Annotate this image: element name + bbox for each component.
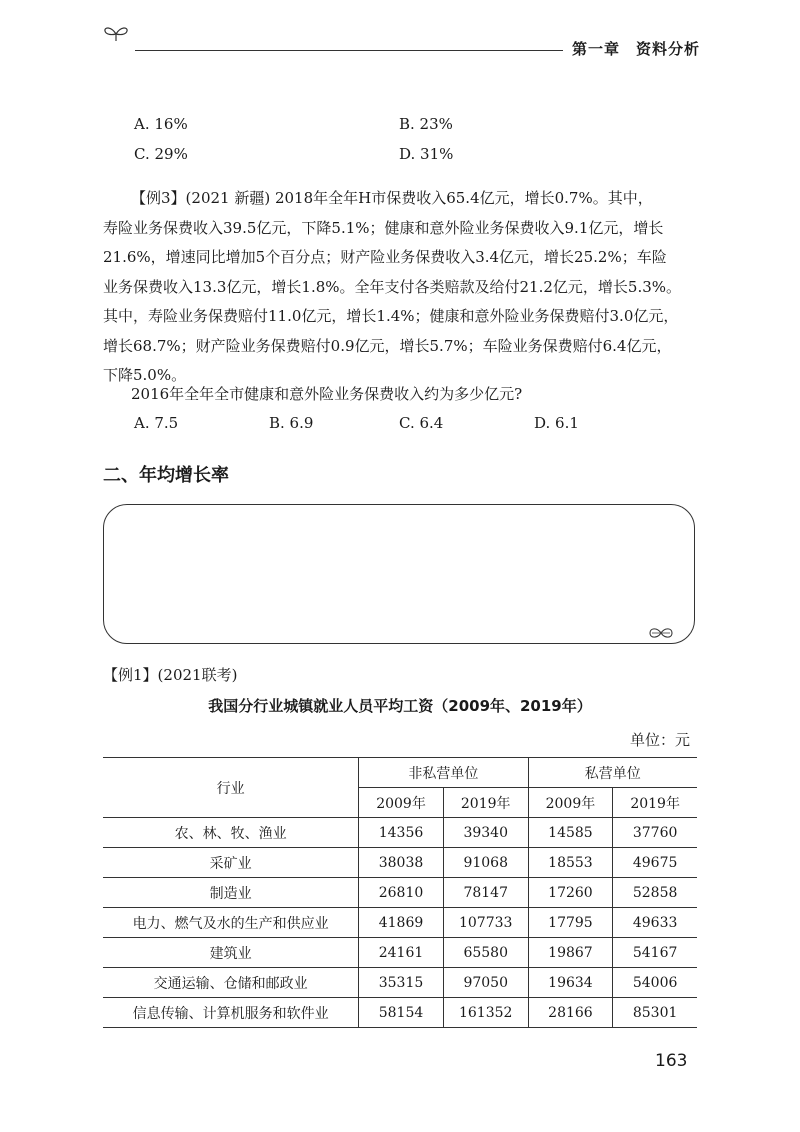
industry-cell: 采矿业 — [103, 848, 359, 878]
example3-line: 寿险业务保费收入39.5亿元，下降5.1%；健康和意外险业务保费收入9.1亿元，增长 — [103, 218, 664, 237]
unit-label: 单位：元 — [630, 731, 691, 749]
chapter-title: 第一章 资料分析 — [572, 40, 701, 58]
industry-cell: 农、林、牧、渔业 — [103, 818, 359, 848]
value-cell: 107733 — [443, 908, 528, 938]
value-cell: 37760 — [613, 818, 697, 848]
example1-label: 【例1】(2021联考) — [103, 666, 238, 684]
value-cell: 38038 — [359, 848, 444, 878]
value-cell: 17260 — [528, 878, 613, 908]
prev-option-a: A. 16% — [134, 115, 188, 133]
value-cell: 91068 — [443, 848, 528, 878]
example3-option-a: A. 7.5 — [134, 414, 179, 432]
value-cell: 41869 — [359, 908, 444, 938]
value-cell: 65580 — [443, 938, 528, 968]
header-nonprivate: 非私营单位 — [359, 758, 528, 788]
example3-option-d: D. 6.1 — [534, 414, 579, 432]
value-cell: 18553 — [528, 848, 613, 878]
table-row — [103, 848, 697, 878]
value-cell: 54006 — [613, 968, 697, 998]
value-cell: 14585 — [528, 818, 613, 848]
value-cell: 97050 — [443, 968, 528, 998]
example3-paragraph — [103, 184, 703, 391]
header-industry: 行业 — [103, 758, 359, 818]
prev-option-d: D. 31% — [399, 145, 454, 163]
value-cell: 17795 — [528, 908, 613, 938]
header-year: 2019年 — [443, 788, 528, 818]
industry-cell: 制造业 — [103, 878, 359, 908]
value-cell: 78147 — [443, 878, 528, 908]
table-row — [103, 998, 697, 1028]
table-row — [103, 878, 697, 908]
value-cell: 58154 — [359, 998, 444, 1028]
example3-option-b: B. 6.9 — [269, 414, 314, 432]
table-row — [103, 968, 697, 998]
header-private: 私营单位 — [528, 758, 697, 788]
value-cell: 14356 — [359, 818, 444, 848]
page-number: 163 — [655, 1051, 688, 1071]
value-cell: 24161 — [359, 938, 444, 968]
table-title: 我国分行业城镇就业人员平均工资（2009年、2019年） — [208, 697, 592, 715]
industry-cell: 信息传输、计算机服务和软件业 — [103, 998, 359, 1028]
example3-line: 【例3】(2021 新疆) 2018年全年H市保费收入65.4亿元，增长0.7%。其中， — [131, 189, 653, 207]
industry-cell: 建筑业 — [103, 938, 359, 968]
industry-cell: 交通运输、仓储和邮政业 — [103, 968, 359, 998]
example3-line: 下降5.0%。 — [103, 366, 187, 384]
value-cell: 85301 — [613, 998, 697, 1028]
example3-line: 增长68.7%；财产险业务保费赔付0.9亿元，增长5.7%；车险业务保费赔付6.4亿元， — [103, 336, 672, 355]
table-header-row — [103, 758, 697, 788]
table-row — [103, 818, 697, 848]
example3-line: 21.6%，增速同比增加5个百分点；财产险业务保费收入3.4亿元，增长25.2%；车险 — [103, 248, 667, 266]
wage-table — [103, 757, 697, 1028]
header-rule — [135, 50, 563, 51]
value-cell: 39340 — [443, 818, 528, 848]
value-cell: 161352 — [443, 998, 528, 1028]
table-row — [103, 938, 697, 968]
value-cell: 28166 — [528, 998, 613, 1028]
notes-box — [103, 504, 695, 644]
value-cell: 49633 — [613, 908, 697, 938]
prev-option-b: B. 23% — [399, 115, 453, 133]
header-year: 2009年 — [359, 788, 444, 818]
industry-cell: 电力、燃气及水的生产和供应业 — [103, 908, 359, 938]
header-year: 2009年 — [528, 788, 613, 818]
leaf-ornament-icon — [103, 22, 129, 42]
example3-option-c: C. 6.4 — [399, 414, 444, 432]
prev-option-c: C. 29% — [134, 145, 188, 163]
example3-line: 业务保费收入13.3亿元，增长1.8%。全年支付各类赔款及给付21.2亿元，增长5.3%。 — [103, 277, 682, 296]
header-year: 2019年 — [613, 788, 697, 818]
example3-question: 2016年全年全市健康和意外险业务保费收入约为多少亿元? — [131, 385, 523, 403]
value-cell: 49675 — [613, 848, 697, 878]
value-cell: 52858 — [613, 878, 697, 908]
section-heading: 二、年均增长率 — [103, 465, 229, 486]
value-cell: 54167 — [613, 938, 697, 968]
value-cell: 26810 — [359, 878, 444, 908]
value-cell: 35315 — [359, 968, 444, 998]
small-leaf-icon — [648, 626, 674, 640]
table-row — [103, 908, 697, 938]
value-cell: 19634 — [528, 968, 613, 998]
example3-line: 其中，寿险业务保费赔付11.0亿元，增长1.4%；健康和意外险业务保费赔付3.0亿元， — [103, 307, 679, 325]
value-cell: 19867 — [528, 938, 613, 968]
